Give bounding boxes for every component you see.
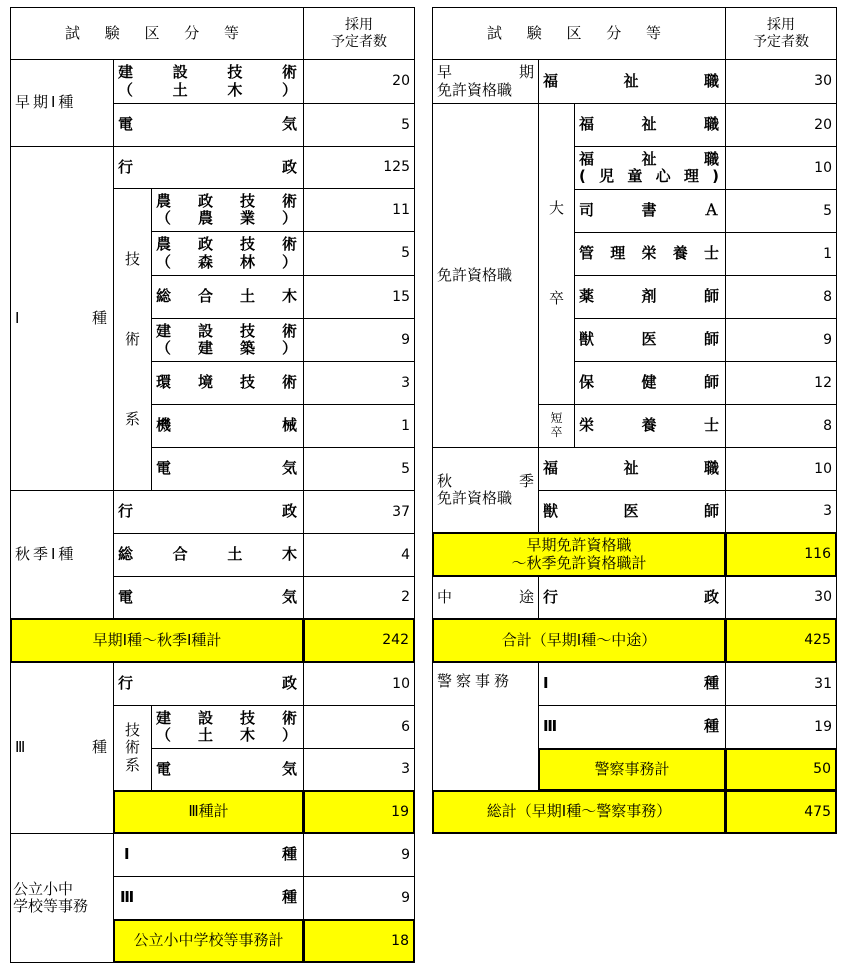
exam-label-line1: 行 政 [118,502,297,521]
planned-count: 9 [303,876,415,920]
group-tech-char: 技 [124,721,140,740]
exam-label [538,447,726,491]
planned-count: 20 [725,103,837,147]
exam-label-line1: 建 設 技 術 [156,321,297,340]
exam-label [113,490,304,534]
license-subtotal-line2: ～秋季免許資格職計 [511,553,647,572]
group-type1 [10,146,114,491]
exam-label [113,146,304,189]
group-type3 [10,662,114,834]
group-type3-label: Ⅲ 種 [15,738,107,757]
planned-count: 11 [303,188,415,232]
group-early-license-line2: 免許資格職 [437,80,513,99]
group-tech-char: 系 [124,755,140,774]
planned-count: 12 [725,361,837,405]
exam-label-line1: 環 境 技 術 [156,373,297,392]
exam-label-line1: 農 政 技 術 [156,191,297,210]
exam-label [538,490,726,533]
exam-label [574,189,726,233]
planned-count: 5 [303,231,415,276]
planned-count: 9 [303,318,415,362]
planned-count: 10 [725,447,837,491]
group-junior-char: 卒 [550,425,563,439]
planned-count: 2 [303,576,415,619]
right-header-category: 試 験 区 分 等 [432,7,726,60]
exam-label [113,833,304,877]
exam-label [151,447,304,491]
planned-count: 5 [725,189,837,233]
planned-count: 5 [303,447,415,491]
exam-label-line1: 栄 養 士 [579,416,719,435]
exam-label-line1: 行 政 [118,157,297,176]
group-tech-char: 技 [124,249,140,268]
exam-label-line1: 福 祉 職 [543,459,719,478]
exam-label-line1: 管 理 栄 養 士 [579,244,719,263]
group-police: 警察事務 [432,662,539,791]
exam-label-line1: Ⅲ 種 [120,888,297,907]
group-autumn-license-line2: 免許資格職 [437,489,513,507]
exam-label-line1: 行 政 [543,587,719,606]
planned-count: 30 [725,59,837,104]
exam-label-line1: 農 政 技 術 [156,235,297,254]
group-tech-char: 術 [124,738,140,757]
exam-label-line1: 建 設 技 術 [118,63,297,82]
planned-count: 8 [725,275,837,319]
planned-count: 37 [303,490,415,534]
group-tech [113,705,152,791]
exam-label [113,576,304,619]
exam-label-line1: 建 設 技 術 [156,708,297,727]
planned-count: 3 [303,361,415,405]
exam-label [113,662,304,706]
planned-count: 4 [303,533,415,577]
exam-label-line1: 電 気 [156,759,297,778]
group-univ-char: 大 [548,199,564,218]
group-autumn-license [432,447,539,533]
exam-label-line2: （ 森 林 ） [156,252,297,271]
exam-label-line1: 福 祉 職 [579,149,719,168]
police-total-label: 警察事務計 [538,748,726,791]
planned-count: 31 [725,662,837,706]
group-autumn-type1: 秋季Ⅰ種 [10,490,114,619]
group-type1-label: Ⅰ 種 [15,308,107,327]
exam-label [113,103,304,147]
exam-label [574,232,726,276]
grand-total-label: 総計（早期Ⅰ種～警察事務） [432,790,726,834]
subtotal-label: 早期Ⅰ種～秋季Ⅰ種計 [10,618,304,663]
group-junior-char: 短 [550,411,563,426]
group-license: 免許資格職 [432,103,539,448]
grand-total-value: 475 [725,790,837,834]
group-midcareer-label: 中 途 [437,587,534,606]
group-school-admin [10,833,114,963]
exam-label-line1: 獣 医 師 [579,330,719,349]
planned-count: 30 [725,576,837,619]
group-early-license [432,59,539,104]
planned-count: 10 [303,662,415,706]
exam-label-line1: 司 書 Ａ [579,201,719,220]
exam-label-line1: 保 健 師 [579,373,719,392]
group-univ-char: 卒 [548,289,564,308]
left-header-category: 試 験 区 分 等 [10,7,304,60]
exam-label-line1: 福 祉 職 [579,115,719,134]
exam-label [574,404,726,448]
exam-label-line2: (児童心理) [579,167,719,185]
exam-label-line2: （ 土 木 ） [156,726,297,744]
exam-label [151,231,304,276]
exam-label-line1: 総 合 土 木 [156,287,297,306]
exam-label [574,361,726,405]
exam-label [113,533,304,577]
license-subtotal-line1: 早期免許資格職 [526,536,632,555]
exam-label-line1: 福 祉 職 [543,71,719,90]
planned-count: 10 [725,146,837,190]
exam-label [538,576,726,619]
planned-count: 15 [303,275,415,319]
planned-count: 19 [725,705,837,749]
exam-label-line1: 総 合 土 木 [118,545,297,564]
planned-count: 1 [303,404,415,448]
group-autumn-license-line1: 秋 季 [437,471,534,490]
exam-label-line1: 電 気 [118,115,297,134]
group-early-license-line1: 早 期 [437,63,534,82]
midcareer-total-label: 合計（早期Ⅰ種～中途） [432,618,726,663]
planned-count: 1 [725,232,837,276]
exam-label-line1: Ⅰ 種 [124,845,297,864]
type3-total-label: Ⅲ種計 [113,790,304,834]
license-subtotal-label [432,532,726,577]
midcareer-total-value: 425 [725,618,837,663]
exam-label [151,361,304,405]
group-tech-char: 術 [124,329,140,348]
exam-label [574,103,726,147]
group-early-type1: 早期Ⅰ種 [10,59,114,147]
planned-count: 9 [725,318,837,362]
group-tech-char: 系 [124,410,140,429]
exam-label-line1: 行 政 [118,674,297,693]
type3-total-value: 19 [303,790,415,834]
exam-label [574,318,726,362]
exam-label [151,748,304,791]
exam-label [574,275,726,319]
group-junior-college [538,404,575,448]
planned-count: 5 [303,103,415,147]
group-midcareer [432,576,539,619]
exam-label [151,318,304,362]
exam-label [113,876,304,920]
exam-label-line1: Ⅰ 種 [543,674,719,693]
exam-label-line2: （ 農 業 ） [156,209,297,227]
planned-count: 8 [725,404,837,448]
exam-label [574,146,726,190]
school-total-label: 公立小中学校等事務計 [113,919,304,963]
group-school-line1: 公立小中 [13,879,74,898]
planned-count: 3 [725,490,837,533]
exam-label [151,705,304,749]
license-subtotal-value: 116 [725,532,837,577]
exam-label [538,705,726,749]
group-tech [113,188,152,491]
exam-label-line1: 機 械 [156,416,297,435]
planned-count: 3 [303,748,415,791]
exam-label [113,59,304,104]
planned-count: 125 [303,146,415,189]
exam-label [538,59,726,104]
exam-label-line1: Ⅲ 種 [543,717,719,736]
exam-label [151,404,304,448]
left-header-planned: 採用 予定者数 [303,7,415,60]
school-total-value: 18 [303,919,415,963]
exam-label-line2: （ 建 築 ） [156,339,297,357]
exam-label-line1: 電 気 [156,459,297,478]
group-school-line2: 学校等事務 [13,897,89,915]
subtotal-value: 242 [303,618,415,663]
planned-count: 20 [303,59,415,104]
exam-label [538,662,726,706]
exam-label-line1: 薬 剤 師 [579,287,719,306]
exam-label [151,275,304,319]
exam-label [151,188,304,232]
police-total-value: 50 [725,748,837,791]
exam-label-line2: （ 土 木 ） [118,80,297,99]
exam-label-line1: 獣 医 師 [543,501,719,520]
group-univ [538,103,575,405]
exam-label-line1: 電 気 [118,587,297,606]
planned-count: 9 [303,833,415,877]
planned-count: 6 [303,705,415,749]
right-header-planned: 採用 予定者数 [725,7,837,60]
